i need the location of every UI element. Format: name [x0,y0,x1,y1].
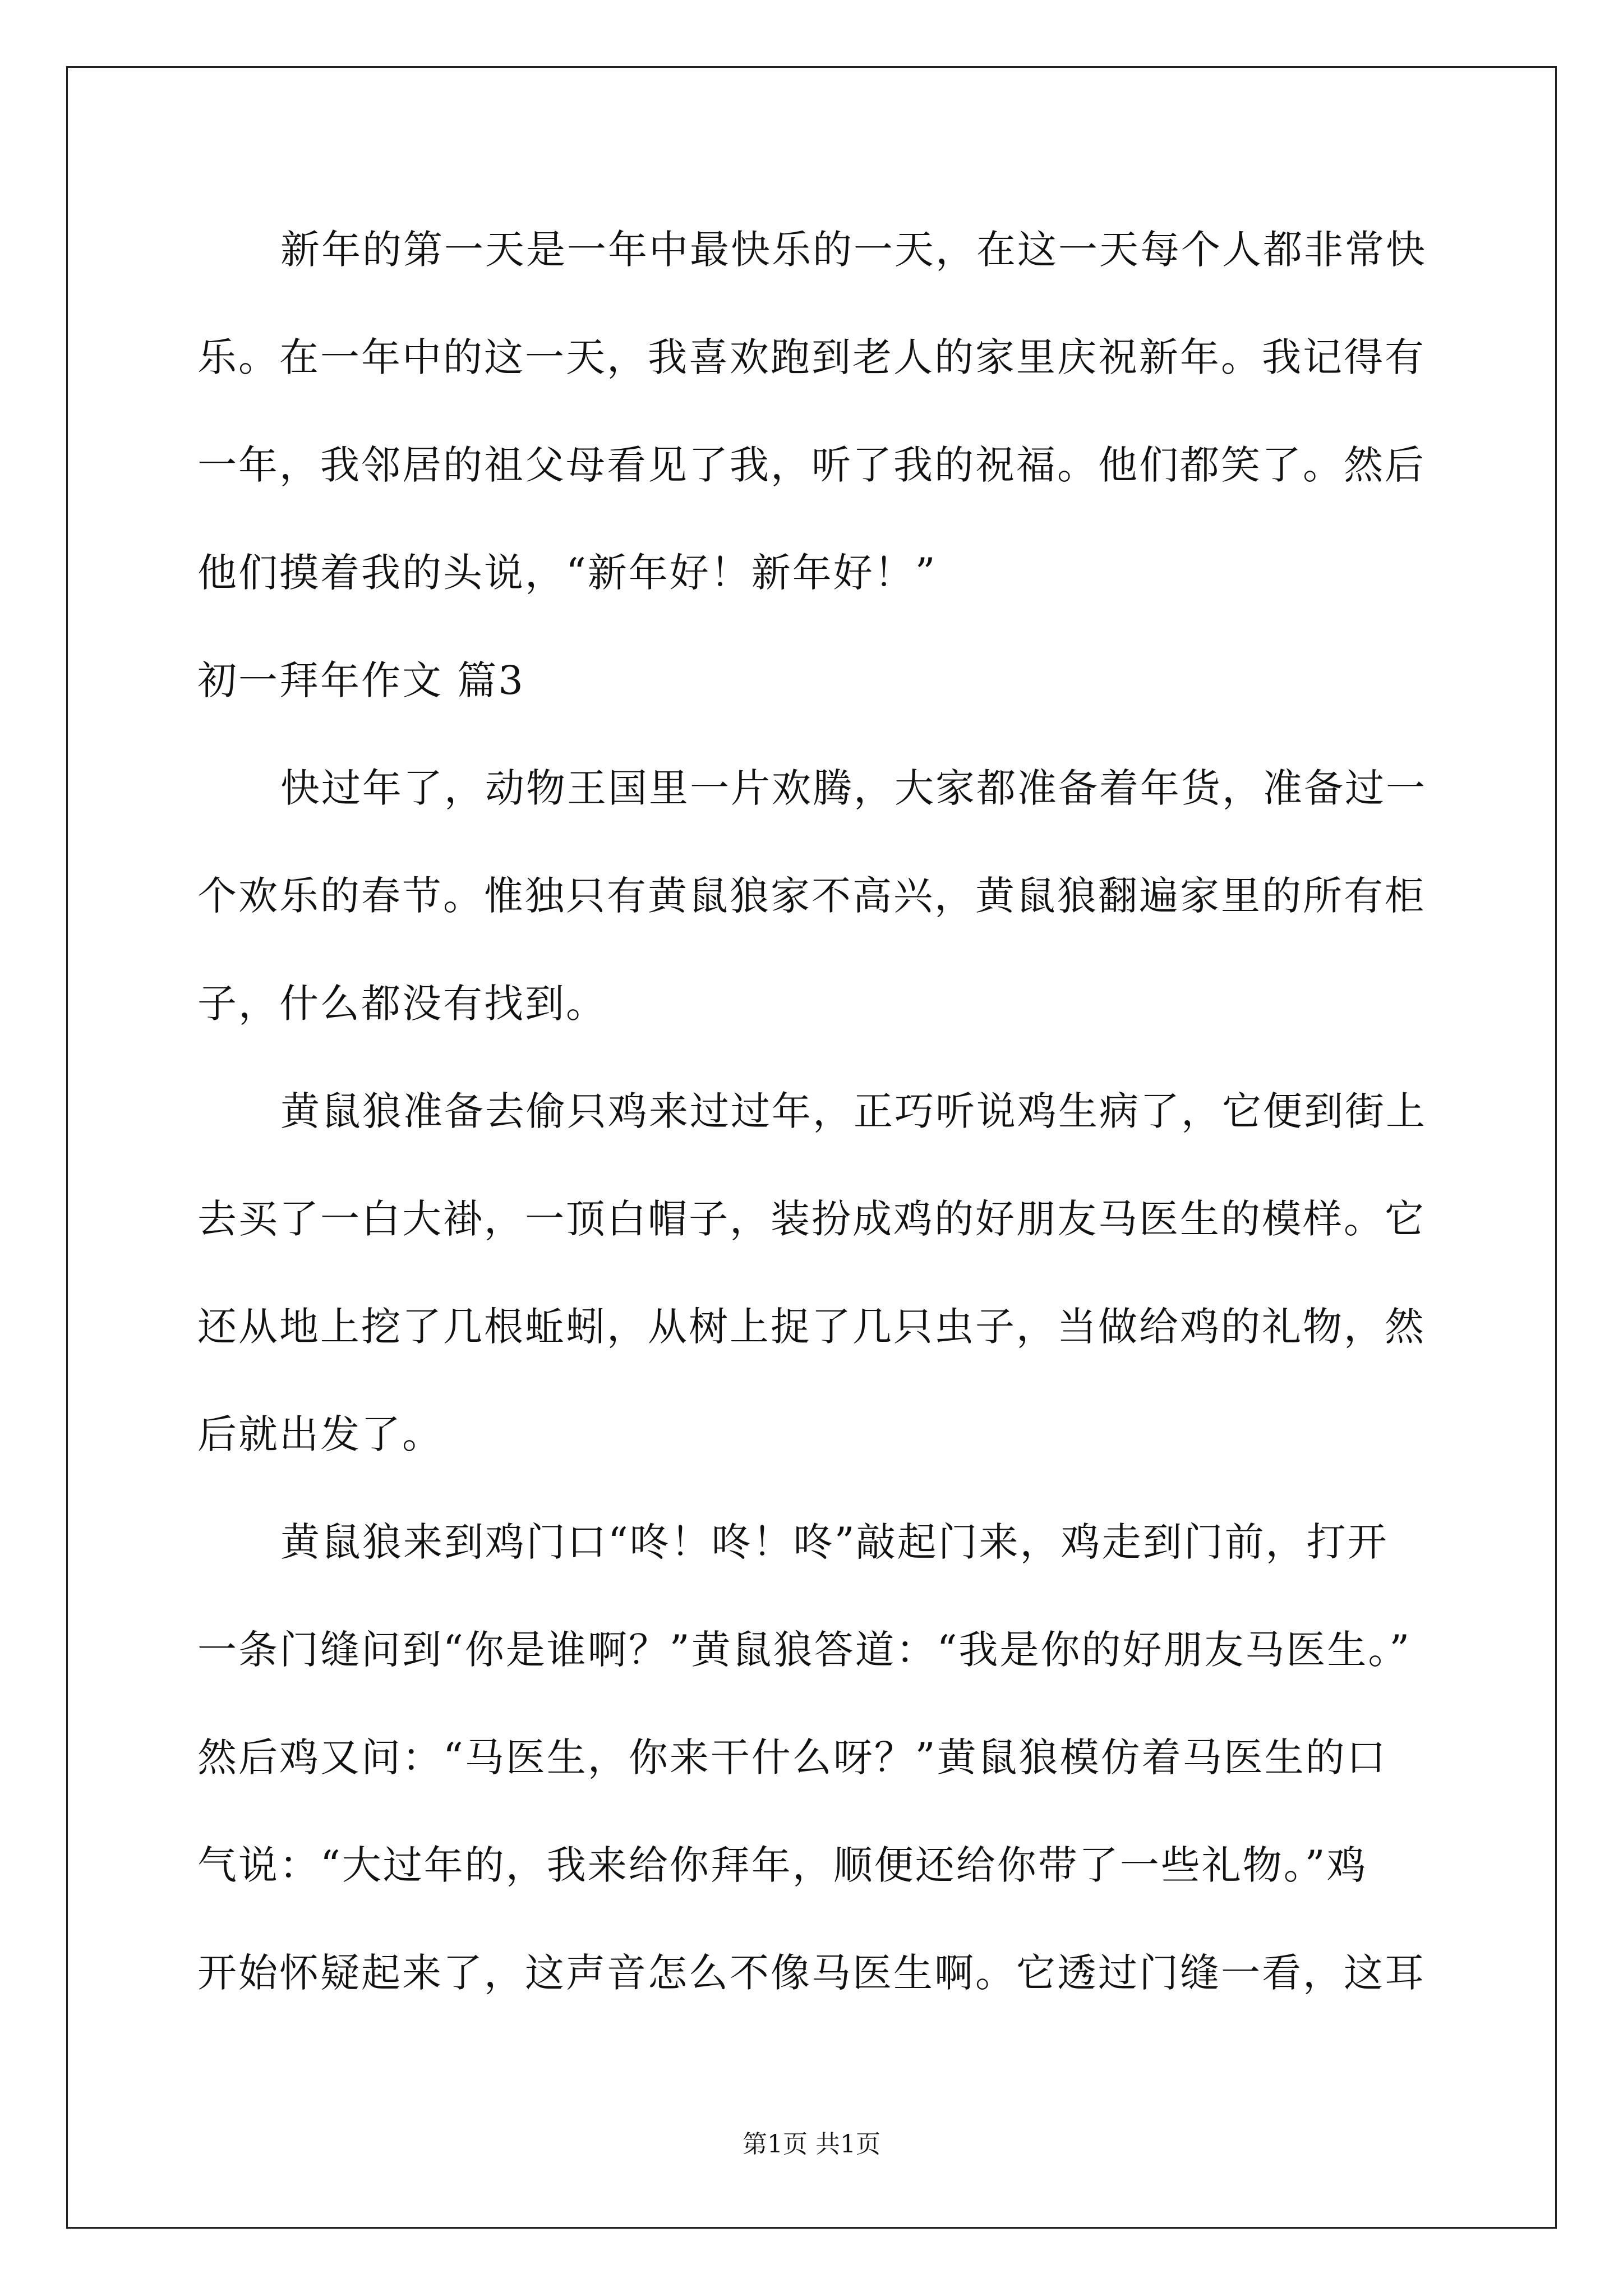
paragraph-4-line-1: 黄鼠狼来到鸡门口“咚！咚！咚”敲起门来，鸡走到门前，打开 [280,1519,1389,1565]
paragraph-4-line-4: 气说：“大过年的，我来给你拜年，顺便还给你带了一些礼物。”鸡 [197,1842,1368,1888]
paragraph-4-line-2: 一条门缝问到“你是谁啊？”黄鼠狼答道：“我是你的好朋友马医生。” [197,1627,1412,1673]
paragraph-1-line-3: 一年，我邻居的祖父母看见了我，听了我的祝福。他们都笑了。然后 [197,442,1426,488]
paragraph-2-line-2: 个欢乐的春节。惟独只有黄鼠狼家不高兴，黄鼠狼翻遍家里的所有柜 [197,873,1426,919]
section-heading: 初一拜年作文 篇3 [197,657,525,703]
paragraph-3-line-2: 去买了一白大褂，一顶白帽子，装扮成鸡的好朋友马医生的模样。它 [197,1196,1426,1242]
paragraph-2-line-3: 子，什么都没有找到。 [197,981,607,1027]
paragraph-3-line-3: 还从地上挖了几根蚯蚓，从树上捉了几只虫子，当做给鸡的礼物，然 [197,1304,1426,1350]
paragraph-4-line-3: 然后鸡又问：“马医生，你来干什么呀？”黄鼠狼模仿着马医生的口 [197,1734,1387,1780]
paragraph-1-line-1: 新年的第一天是一年中最快乐的一天，在这一天每个人都非常快 [280,227,1427,273]
paragraph-1-line-2: 乐。在一年中的这一天，我喜欢跑到老人的家里庆祝新年。我记得有 [197,334,1426,380]
paragraph-4-line-5: 开始怀疑起来了，这声音怎么不像马医生啊。它透过门缝一看，这耳 [197,1950,1426,1996]
paragraph-3-line-1: 黄鼠狼准备去偷只鸡来过过年，正巧听说鸡生病了，它便到街上 [280,1088,1427,1134]
page-footer: 第1页 共1页 [743,2130,880,2159]
paragraph-2-line-1: 快过年了，动物王国里一片欢腾，大家都准备着年货，准备过一 [280,765,1427,811]
paragraph-1-line-4: 他们摸着我的头说，“新年好！新年好！” [197,550,937,596]
paragraph-3-line-4: 后就出发了。 [197,1411,443,1457]
page-border [66,66,1557,2229]
